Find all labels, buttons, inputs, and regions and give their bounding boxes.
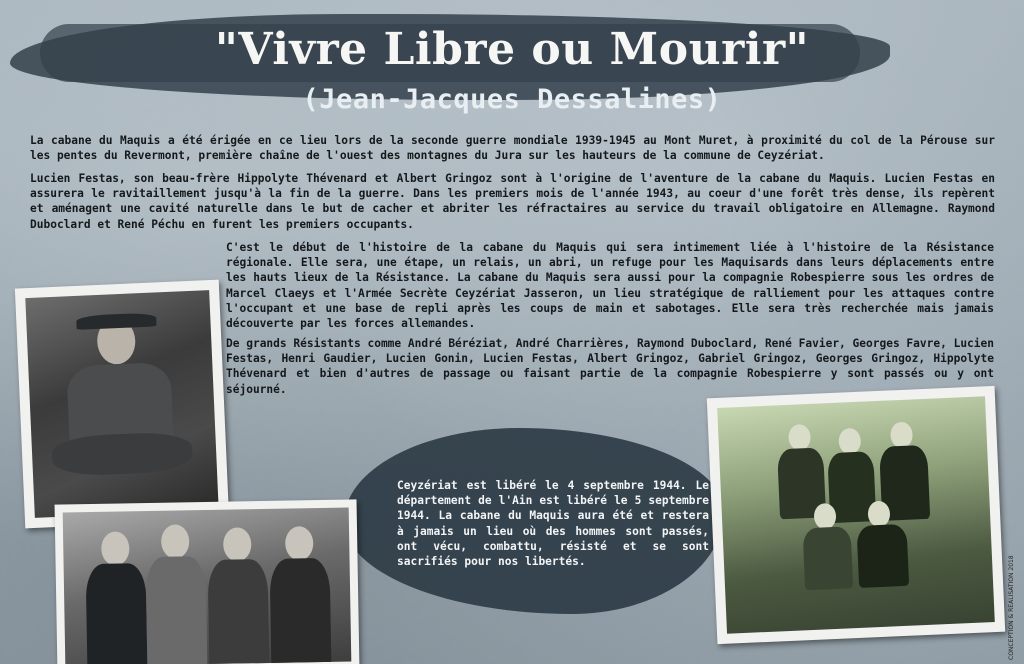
- page-title: "Vivre Libre ou Mourir": [214, 24, 810, 75]
- figure-body: [208, 559, 270, 664]
- photo-group-four-men: [55, 499, 360, 664]
- figure-head: [285, 526, 314, 560]
- photo-seated-man: [15, 280, 229, 529]
- page-subtitle: (Jean-Jacques Dessalines): [302, 84, 722, 115]
- paragraph-history: C'est le début de l'histoire de la cabane du Maquis qui sera intimement liée à l'histoire de la Résistance régionale. Elle sera, une étape, un relais, un abri, un refuge pour les Maquisards dans leurs déplacements entre les hauts lieux de la Résistance. La cabane du Maquis sera aussi pour la compagnie Robespierre sous les ordres de Marcel Claeys et l'Armée Secrète Ceyzériat Jasseron, un lieu stratégique de ralliement pour les attaques contre l'occupant et une base de repli après les coups de main et sabotages. Elle sera très recherchée mais jamais découverte par les forces allemandes.: [226, 241, 994, 331]
- figure-body: [270, 558, 332, 664]
- photo-group-forest: [707, 386, 1005, 644]
- figure-body: [86, 563, 148, 664]
- figure-head: [788, 424, 811, 451]
- figure-head: [813, 503, 836, 530]
- figure-body: [145, 556, 207, 664]
- figure-head: [101, 531, 130, 565]
- photo-group-forest-image: [717, 396, 995, 633]
- photo-group-four-men-image: [63, 508, 352, 664]
- paragraph-liberation: Ceyzériat est libéré le 4 septembre 1944. Le département de l'Ain est libéré le 5 septembre 1944. La cabane du Maquis aura été et restera à jamais un lieu où des hommes sont passés, ont vécu, combattu, résisté et se sont sacrifiés pour nos libertés.: [397, 479, 709, 569]
- figure-head: [161, 524, 190, 558]
- figure-cap: [76, 312, 157, 329]
- figure-head: [838, 428, 861, 455]
- figure-head: [867, 501, 890, 528]
- paragraph-resistants: De grands Résistants comme André Béréziat, André Charrières, Raymond Duboclard, René Favier, Georges Favre, Lucien Festas, Henri Gaudier, Lucien Gonin, Lucien Festas, Albert Gringoz, Gabriel Gringoz, Georges Gringoz, Hippolyte Thévenard et bien d'autres de passage ou faisant partie de la compagnie Robespierre y sont passés ou y ont séjourné.: [226, 337, 994, 396]
- figure-head: [890, 421, 913, 448]
- paragraph-origins: Lucien Festas, son beau-frère Hippolyte Thévenard et Albert Gringoz sont à l'origine de l'aventure de la cabane du Maquis. Lucien Festas en assurera le ravitaillement jusqu'à la fin de la guerre. Dans les premiers mois de l'année 1943, au coeur d'une forêt très dense, ils repèrent et aménagent une cavité naturelle dans le but de cacher et abriter les réfractaires au service du travail obligatoire en Allemagne. Raymond Duboclard et René Péchu en furent les premiers occupants.: [30, 172, 995, 231]
- figure-body: [803, 526, 854, 590]
- paragraph-intro: La cabane du Maquis a été érigée en ce lieu lors de la seconde guerre mondiale 1939-1945 au Mont Muret, à proximité du col de la Pérouse sur les pentes du Revermont, première chaîne de l'ouest des montagnes du Jura sur les hauteurs de la commune de Ceyzériat.: [30, 134, 995, 163]
- figure-head: [223, 527, 252, 561]
- figure-body: [856, 524, 909, 588]
- photo-seated-man-image: [25, 290, 218, 518]
- credit-text: CONCEPTION & REALISATION 2018: [1008, 555, 1015, 660]
